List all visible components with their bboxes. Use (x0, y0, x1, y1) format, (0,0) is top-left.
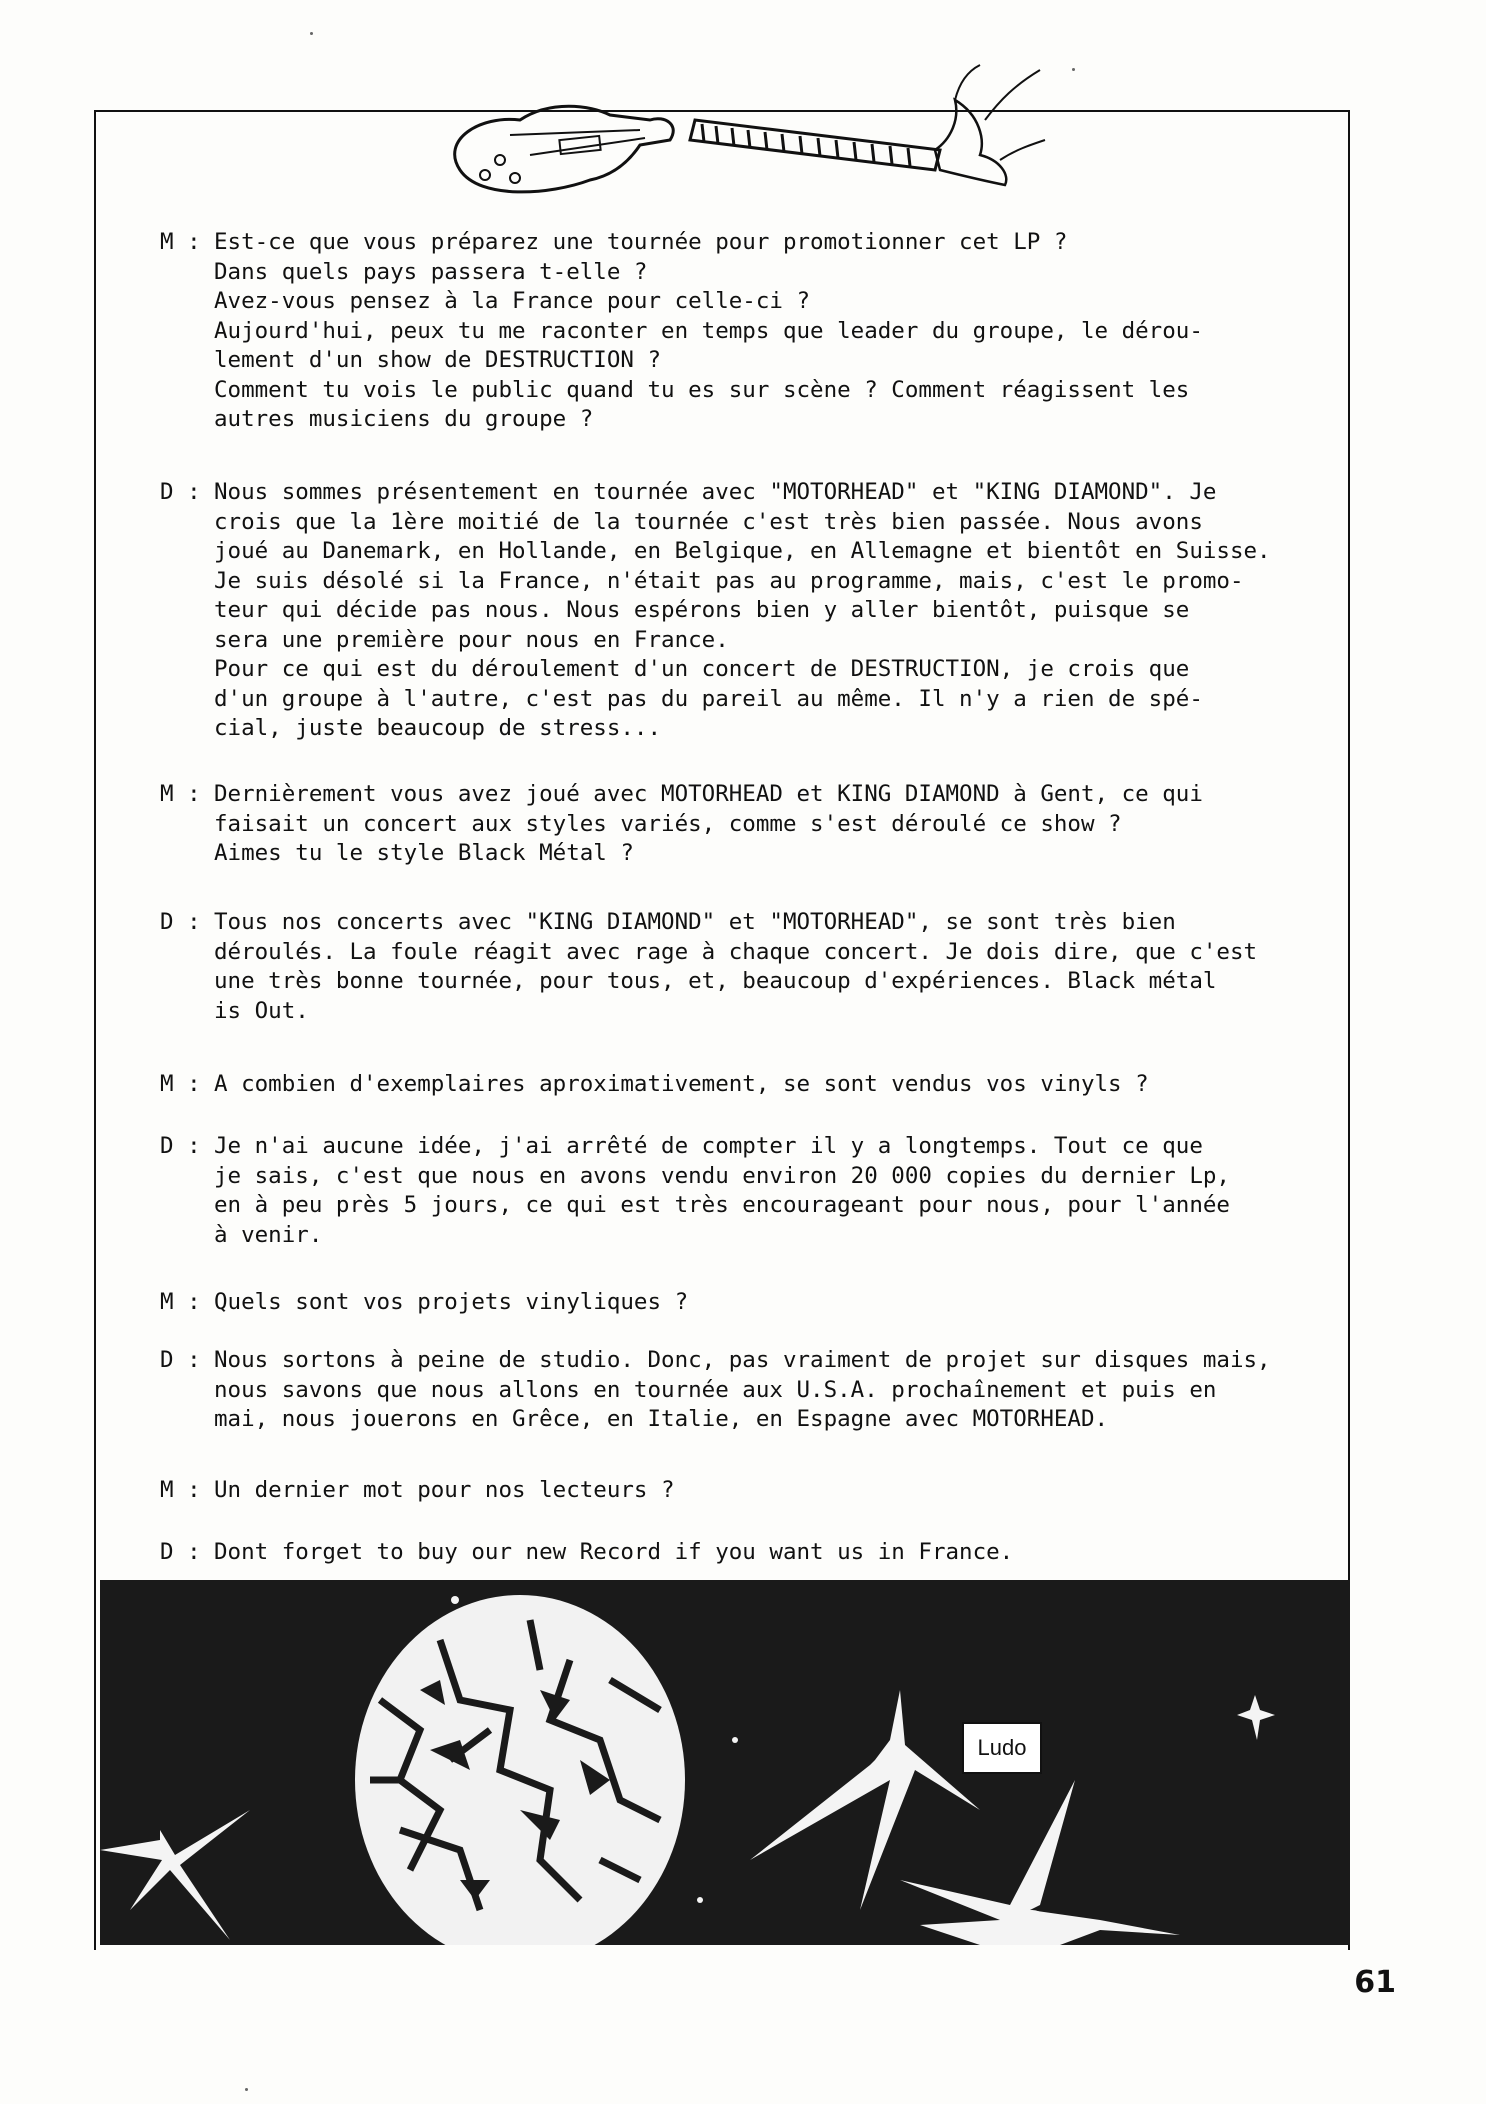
text-line: faisait un concert aux styles variés, comme s'est déroulé ce show ? (214, 810, 1122, 837)
scan-speck (310, 32, 313, 35)
text-line: Aimes tu le style Black Métal ? (214, 840, 634, 866)
text-line: sera une première pour nous en France. (214, 626, 729, 653)
text-line: Est-ce que vous préparez une tournée pour promotionner cet LP ? (214, 229, 1068, 255)
text-line: Pour ce qui est du déroulement d'un concert de DESTRUCTION, je crois que (214, 656, 1190, 682)
text-line: crois que la 1ère moitié de la tournée c'est très bien passée. Nous avons (214, 508, 1203, 535)
text-line: lement d'un show de DESTRUCTION ? (214, 347, 662, 373)
text-line: en à peu près 5 jours, ce qui est très encourageant pour nous, pour l'année (214, 1192, 1230, 1218)
text-line: cial, juste beaucoup de stress... (214, 715, 662, 741)
text-line: Avez-vous pensez à la France pour celle-ci ? (214, 288, 811, 314)
text-line: Dont forget to buy our new Record if you want us in France. (214, 1539, 1014, 1565)
text-line: joué au Danemark, en Hollande, en Belgique, en Allemagne et bientôt en Suisse. (214, 538, 1271, 564)
page-number: 61 (1354, 1965, 1396, 2000)
text-line: Un dernier mot pour nos lecteurs ? (214, 1477, 675, 1503)
text-line: is Out. (214, 997, 309, 1024)
text-line: Comment tu vois le public quand tu es sur scène ? Comment réagissent les (214, 376, 1190, 403)
night-sky-illustration (100, 1580, 1350, 1945)
text-line: Quels sont vos projets vinyliques ? (214, 1289, 689, 1315)
text-line: je sais, c'est que nous en avons vendu environ 20 000 copies du dernier Lp, (214, 1162, 1230, 1189)
speaker-label: M : (160, 1289, 201, 1315)
scan-speck (1072, 68, 1075, 71)
text-line: Dernièrement vous avez joué avec MOTORHEAD et KING DIAMOND à Gent, ce qui (214, 781, 1203, 807)
speaker-label: M : (160, 229, 201, 255)
text-line: autres musiciens du groupe ? (214, 406, 594, 432)
text-line: teur qui décide pas nous. Nous espérons bien y aller bientôt, puisque se (214, 597, 1190, 623)
text-line: Je n'ai aucune idée, j'ai arrêté de compter il y a longtemps. Tout ce que (214, 1133, 1203, 1159)
text-line: Je suis désolé si la France, n'était pas au programme, mais, c'est le promo- (214, 567, 1244, 594)
text-line: nous savons que nous allons en tournée aux U.S.A. prochaînement et puis en (214, 1376, 1217, 1403)
text-line: à venir. (214, 1221, 323, 1248)
speaker-label: M : (160, 1071, 201, 1097)
guitar-sketch-icon (440, 60, 1060, 220)
text-line: une très bonne tournée, pour tous, et, beaucoup d'expériences. Black métal (214, 968, 1217, 994)
text-line: A combien d'exemplaires aproximativement, se sont vendus vos vinyls ? (214, 1071, 1149, 1097)
speaker-label: D : (160, 1347, 201, 1373)
speaker-label: D : (160, 909, 201, 935)
text-line: d'un groupe à l'autre, c'est pas du pareil au même. Il n'y a rien de spé- (214, 685, 1203, 712)
speaker-label: D : (160, 1133, 201, 1159)
text-line: Dans quels pays passera t-elle ? (214, 258, 648, 285)
speaker-label: M : (160, 781, 201, 807)
speaker-label: D : (160, 1539, 201, 1565)
speaker-label: D : (160, 479, 201, 505)
speaker-label: M : (160, 1477, 201, 1503)
text-line: Nous sortons à peine de studio. Donc, pas vraiment de projet sur disques mais, (214, 1347, 1271, 1373)
signature-label: Ludo (977, 1735, 1027, 1760)
scan-speck (245, 2088, 248, 2091)
text-line: Aujourd'hui, peux tu me raconter en temps que leader du groupe, le dérou- (214, 317, 1203, 344)
text-line: Nous sommes présentement en tournée avec "MOTORHEAD" et "KING DIAMOND". Je (214, 479, 1217, 505)
text-line: mai, nous jouerons en Grêce, en Italie, en Espagne avec MOTORHEAD. (214, 1406, 1109, 1432)
text-line: Tous nos concerts avec "KING DIAMOND" et "MOTORHEAD", se sont très bien (214, 909, 1176, 935)
text-line: déroulés. La foule réagit avec rage à chaque concert. Je dois dire, que c'est (214, 938, 1258, 965)
